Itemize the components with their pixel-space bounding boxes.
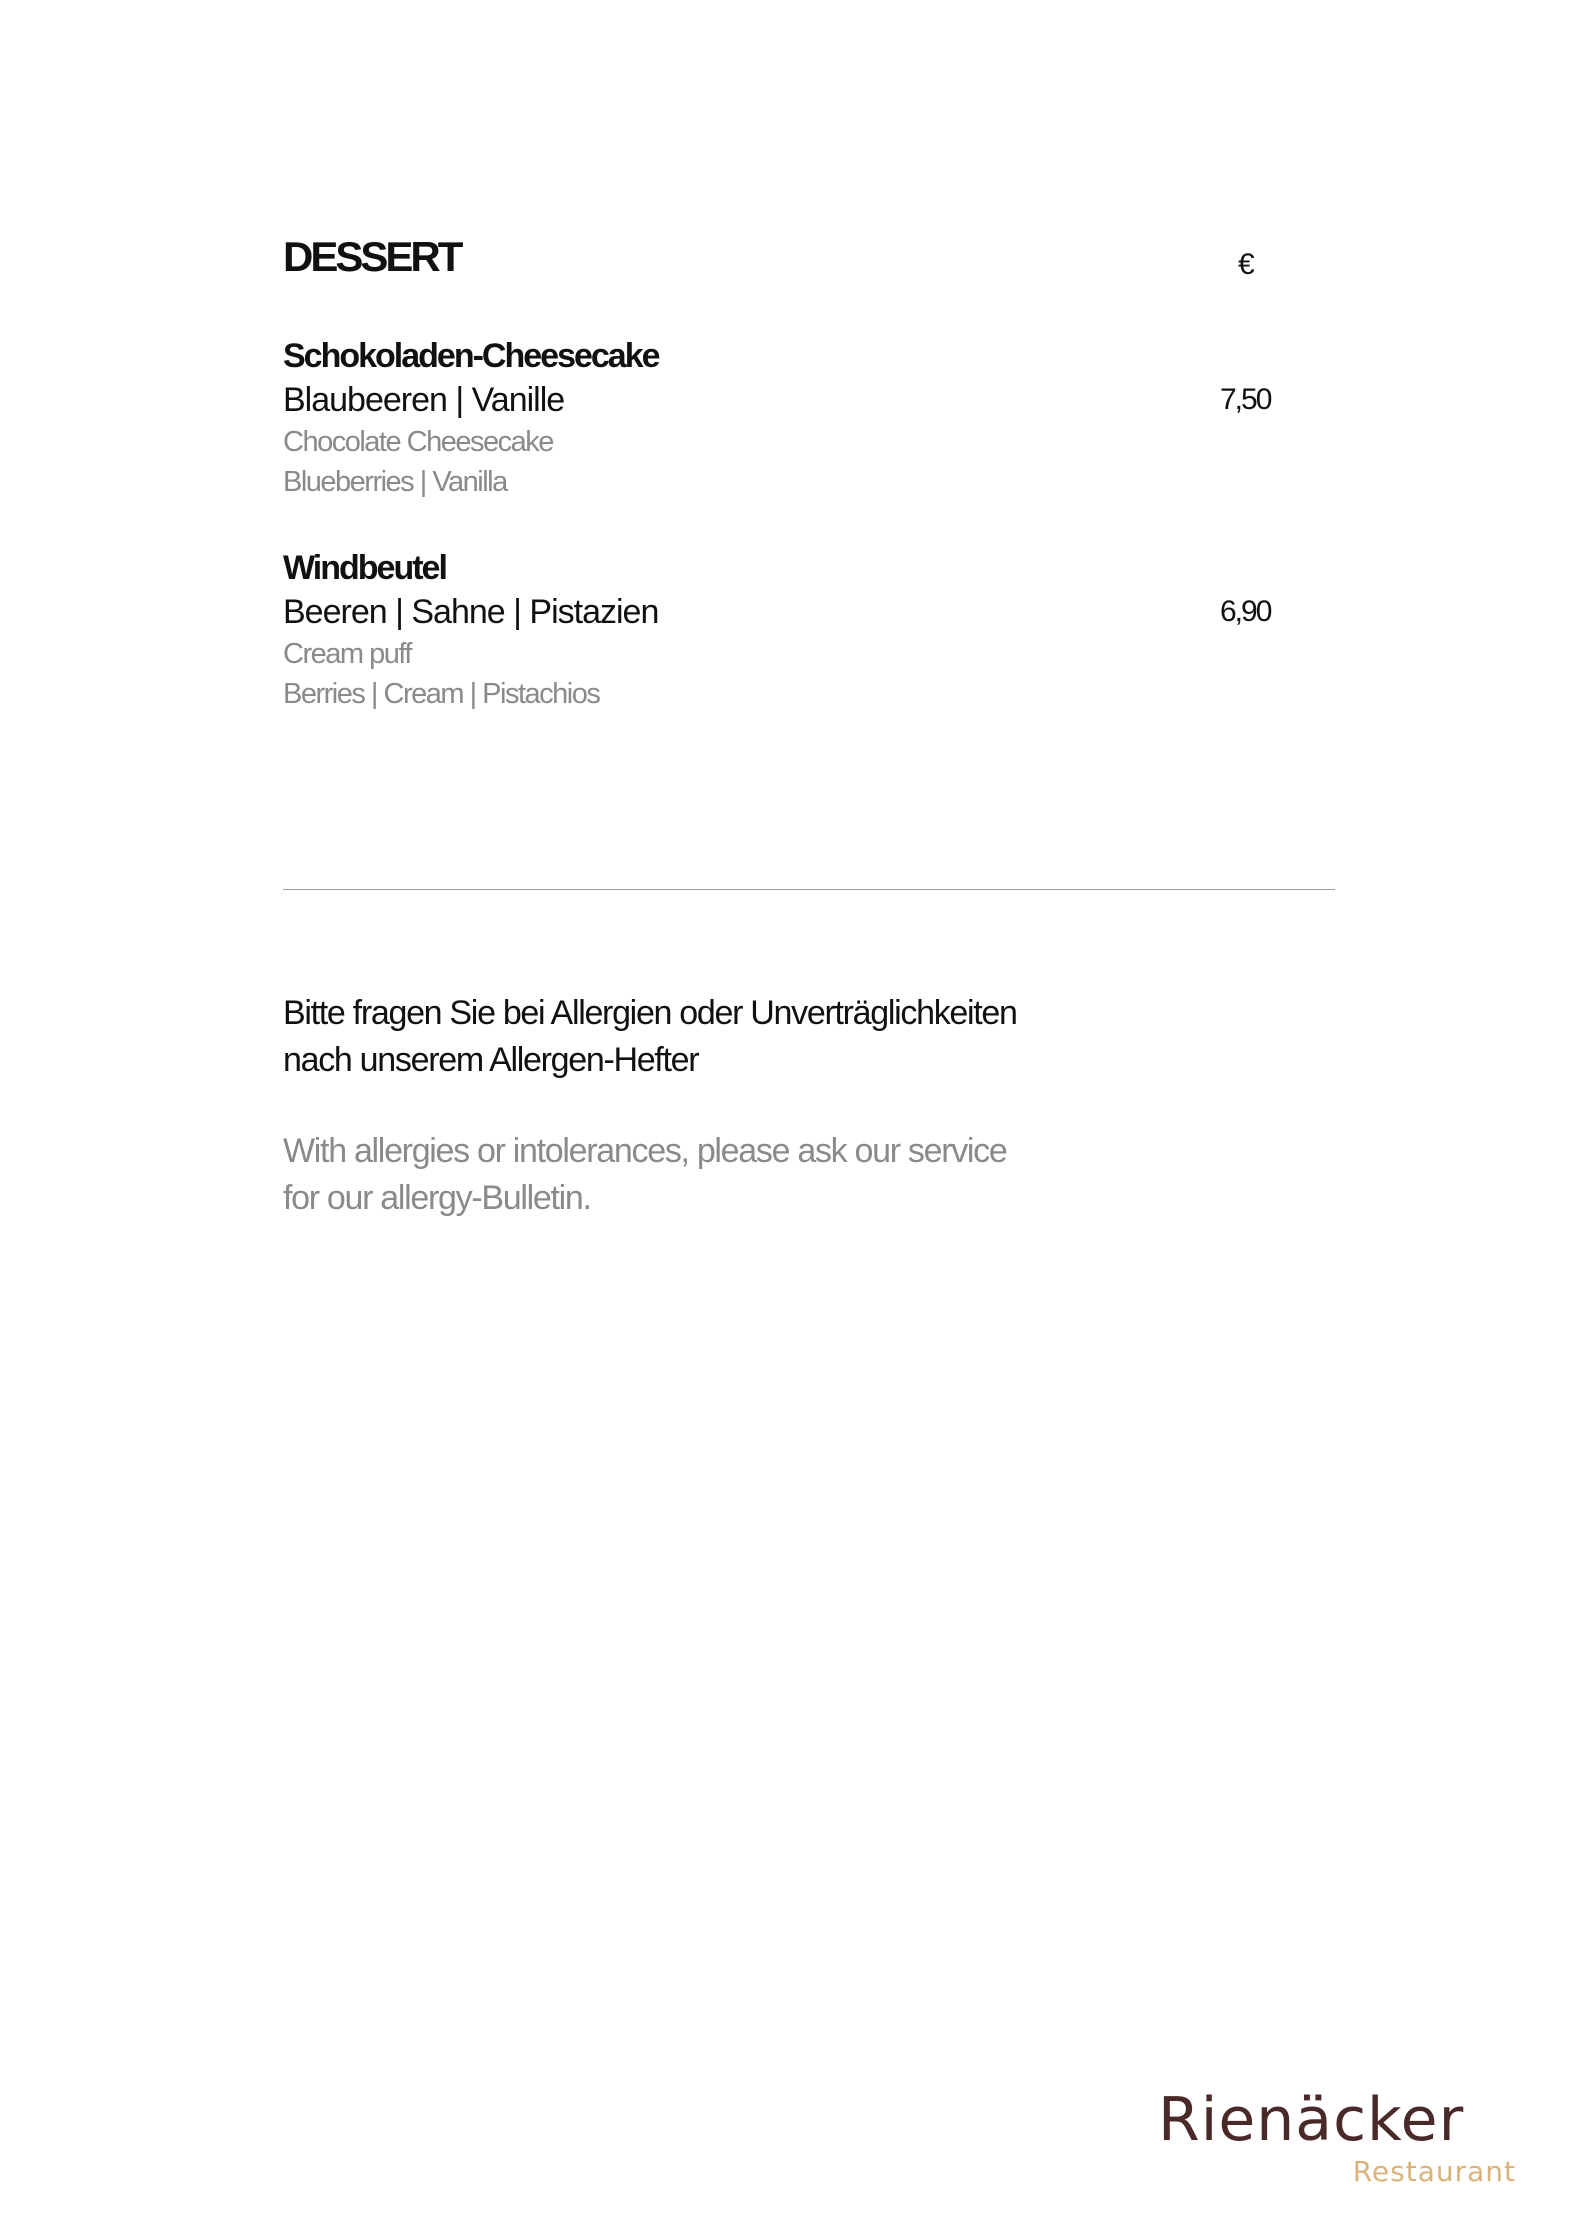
dish-price: 6,90 [1220, 595, 1271, 628]
dish-name: Schokoladen-Cheesecake [283, 337, 659, 375]
menu-item-windbeutel [283, 546, 1283, 714]
allergy-note-german-line-1: Bitte fragen Sie bei Allergien oder Unverträglichkeiten [283, 994, 1017, 1032]
restaurant-logo [1158, 2085, 1538, 2200]
section-divider [283, 889, 1335, 890]
logo-wordmark: Rienäcker [1158, 2085, 1465, 2155]
currency-symbol: € [1238, 248, 1255, 281]
dish-english-name: Cream puff [283, 638, 411, 670]
allergy-note-german-line-2: nach unserem Allergen-Hefter [283, 1041, 699, 1079]
logo-subtitle: Restaurant [1352, 2155, 1516, 2188]
dish-name: Windbeutel [283, 549, 446, 587]
section-title: DESSERT [283, 233, 461, 280]
dish-description: Beeren | Sahne | Pistazien [283, 593, 659, 631]
dish-price: 7,50 [1220, 383, 1271, 416]
allergy-note-english [283, 1128, 1183, 1222]
allergy-note-german [283, 990, 1183, 1084]
menu-item-cheesecake [283, 334, 1283, 502]
dish-english-description: Berries | Cream | Pistachios [283, 678, 600, 710]
dish-english-name: Chocolate Cheesecake [283, 426, 553, 458]
dish-description: Blaubeeren | Vanille [283, 381, 565, 419]
allergy-note-english-line-1: With allergies or intolerances, please ask our service [283, 1132, 1007, 1170]
allergy-note-english-line-2: for our allergy-Bulletin. [283, 1179, 591, 1217]
dish-english-description: Blueberries | Vanilla [283, 466, 507, 498]
